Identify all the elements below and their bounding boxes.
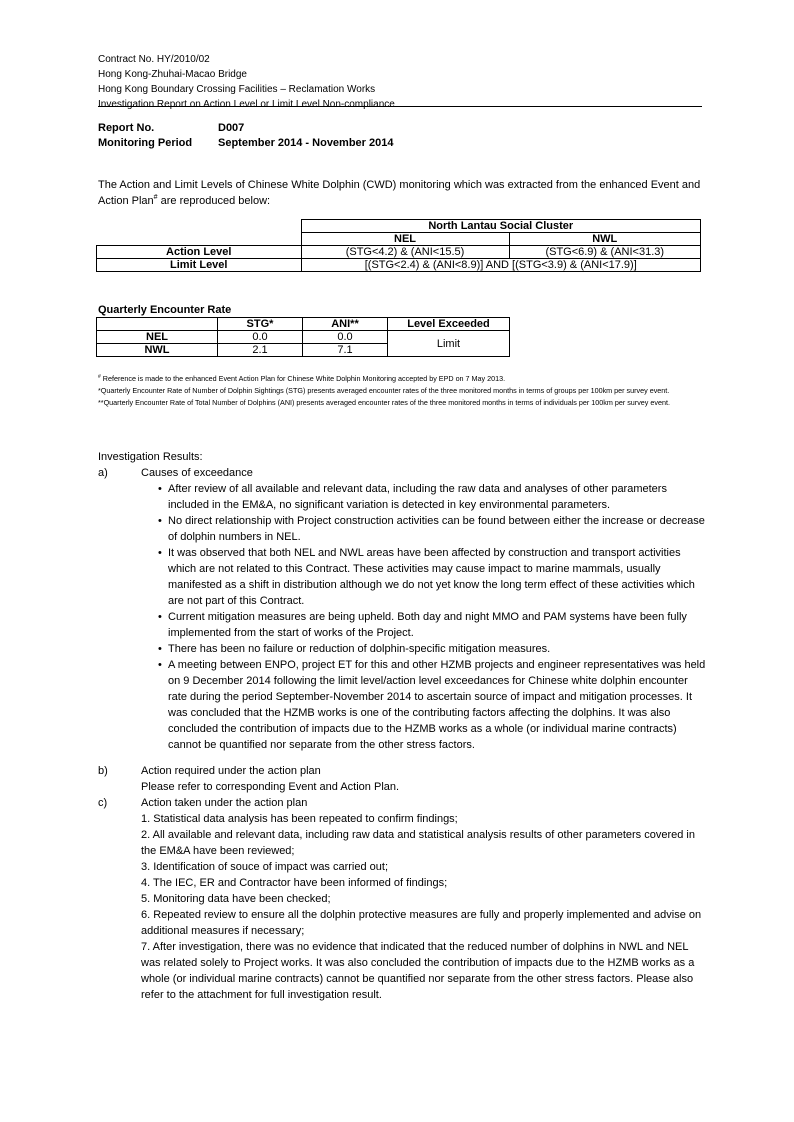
footnote-1	[98, 374, 706, 384]
stg-header: STG*	[218, 318, 303, 331]
nwl-stg: 2.1	[218, 344, 303, 357]
list-item: 5. Monitoring data have been checked;	[141, 893, 331, 905]
nwl-ani: 7.1	[303, 344, 388, 357]
action-level-label: Action Level	[97, 246, 302, 259]
document-header	[98, 52, 702, 112]
bullet-icon: •	[158, 483, 162, 495]
list-item: • After review of all available and relevant data, including the raw data and analyses of other parameters included in the EM&A, no significant variation is detected in key environmental parameters.	[158, 483, 667, 511]
section-c-marker: c)	[98, 797, 108, 809]
investigation-results	[98, 449, 708, 1003]
footnote-2: *Quarterly Encounter Rate of Number of Dolphin Sightings (STG) presents averaged encounter rates of the three monitored months in terms of groups per 100km per survey event.	[98, 386, 670, 395]
nel-ani: 0.0	[303, 331, 388, 344]
section-b-marker: b)	[98, 765, 108, 777]
section-c-title: Action taken under the action plan	[141, 797, 308, 809]
list-item: 7. After investigation, there was no evidence that indicated that the reduced number of dolphins in NWL and NEL was related solely to Project works. It was also concluded the contribution of impacts due to the HZMB works as a whole (or individual marine contracts) cannot be quantified nor separate from the other stress factors. Please also refer to the attachment for full investigation result.	[141, 941, 695, 1001]
action-level-nwl: (STG<6.9) & (ANI<31.3)	[509, 246, 701, 259]
nel-row-label: NEL	[97, 331, 218, 344]
actions-taken-list	[141, 811, 708, 1003]
report-type: Investigation Report on Action Level or Limit Level Non-compliance	[98, 99, 395, 110]
investigation-title: Investigation Results:	[98, 451, 203, 463]
ani-header: ANI**	[303, 318, 388, 331]
empty-cell	[97, 220, 302, 233]
intro-text-1: The Action and Limit Levels of Chinese White Dolphin (CWD) monitoring which was extracted from the enhanced Event and Action Plan	[98, 179, 701, 207]
header-empty	[97, 318, 218, 331]
bullet-icon: •	[158, 659, 162, 671]
intro-text-2: are reproduced below:	[157, 195, 271, 207]
bullet-icon: •	[158, 643, 162, 655]
contract-number: Contract No. HY/2010/02	[98, 54, 210, 65]
list-item: 4. The IEC, ER and Contractor have been informed of findings;	[141, 877, 448, 889]
causes-list	[98, 481, 708, 753]
encounter-rate-title: Quarterly Encounter Rate	[98, 304, 232, 316]
monitoring-period-label: Monitoring Period	[98, 137, 193, 149]
list-item: 6. Repeated review to ensure all the dolphin protective measures are fully and properly implemented and advise on additional measures if necessary;	[141, 909, 702, 937]
footnote-1-mark: #	[98, 374, 101, 380]
intro-paragraph	[98, 177, 702, 209]
list-item: 2. All available and relevant data, including raw data and statistical analysis results of other parameters covered in the EM&A have been reviewed;	[141, 829, 695, 857]
section-a-marker: a)	[98, 467, 108, 479]
cluster-header: North Lantau Social Cluster	[301, 220, 701, 233]
footnote-3: **Quarterly Encounter Rate of Total Number of Dolphins (ANI) presents averaged encounter rates of the three monitored months in terms of individuals per 100km per survey event.	[98, 398, 670, 407]
footnotes	[98, 374, 706, 410]
section-a-title: Causes of exceedance	[141, 467, 253, 479]
list-item: • There has been no failure or reduction of dolphin-specific mitigation measures.	[158, 643, 551, 655]
encounter-rate-table	[96, 317, 510, 357]
project-name: Hong Kong-Zhuhai-Macao Bridge	[98, 69, 247, 80]
section-a	[98, 465, 708, 481]
project-subtitle: Hong Kong Boundary Crossing Facilities – Reclamation Works	[98, 84, 376, 95]
section-b-text: Please refer to corresponding Event and Action Plan.	[141, 781, 400, 793]
bullet-icon: •	[158, 611, 162, 623]
intro-footnote-mark: #	[153, 194, 158, 201]
limit-level-value: [(STG<2.4) & (ANI<8.9)] AND [(STG<3.9) & (ANI<17.9)]	[301, 259, 701, 272]
section-b-title: Action required under the action plan	[141, 765, 321, 777]
bullet-icon: •	[158, 515, 162, 527]
section-c	[98, 795, 708, 811]
list-item: • It was observed that both NEL and NWL areas have been affected by construction and transport activities which are not related to this Contract. These activities may cause impact to marine mammals, usually manifested as a shift in distribution although we do not yet know the long term effect of these activities which are not part of this Contract.	[158, 547, 695, 607]
nel-header: NEL	[301, 233, 509, 246]
section-b	[98, 763, 708, 779]
report-no-label: Report No.	[98, 122, 155, 134]
bullet-icon: •	[158, 547, 162, 559]
list-item: 3. Identification of souce of impact was carried out;	[141, 861, 389, 873]
header-divider	[98, 106, 702, 107]
list-item: • No direct relationship with Project construction activities can be found between either the increase or decrease of dolphin numbers in NEL.	[158, 515, 705, 543]
action-level-nel: (STG<4.2) & (ANI<15.5)	[301, 246, 509, 259]
monitoring-period-value: September 2014 - November 2014	[218, 137, 394, 149]
action-limit-table	[96, 219, 701, 272]
list-item: 1. Statistical data analysis has been repeated to confirm findings;	[141, 813, 458, 825]
list-item: • Current mitigation measures are being upheld. Both day and night MMO and PAM systems have been fully implemented from the start of works of the Project.	[158, 611, 687, 639]
nel-stg: 0.0	[218, 331, 303, 344]
level-exceeded-header: Level Exceeded	[388, 318, 510, 331]
list-item: • A meeting between ENPO, project ET for this and other HZMB projects and engineer representatives was held on 9 December 2014 following the limit level/action level exceedances for Chinese white dolphin encounter rate during the period September-November 2014 to ascertain source of impact and mitigation processes. It was concluded that the HZMB works is one of the contributing factors affecting the dolphins. It was also concluded the contribution of impacts due to the HZMB works as a whole (or individual marine contracts) cannot be quantified nor separate from the other stress factors.	[158, 659, 706, 751]
footnote-1-text: Reference is made to the enhanced Event Action Plan for Chinese White Dolphin Monitoring accepted by EPD on 7 May 2013.	[100, 374, 506, 383]
nwl-header: NWL	[509, 233, 701, 246]
report-info	[98, 121, 393, 151]
nwl-row-label: NWL	[97, 344, 218, 357]
level-exceeded-value: Limit	[388, 331, 510, 357]
empty-cell	[97, 233, 302, 246]
limit-level-label: Limit Level	[97, 259, 302, 272]
report-no-value: D007	[218, 122, 245, 134]
